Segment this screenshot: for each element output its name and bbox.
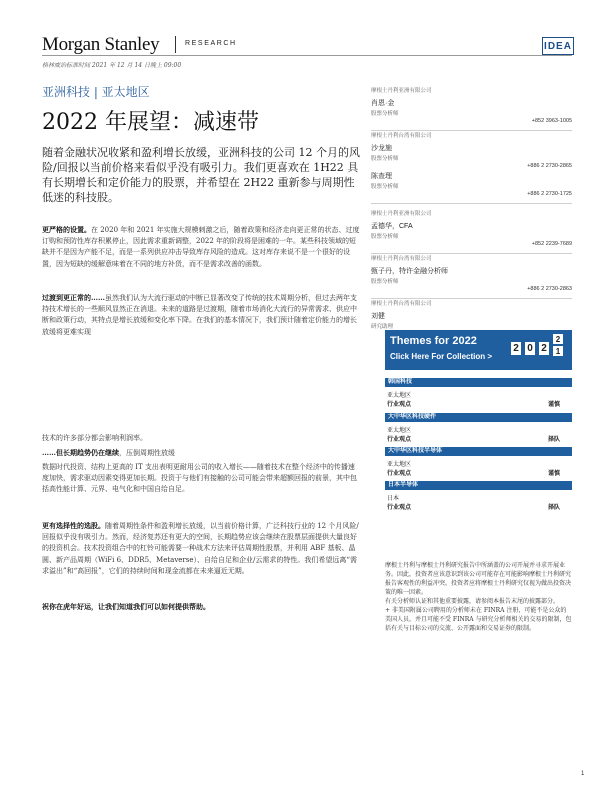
analyst-phone: +886 2 2730-1725 bbox=[527, 191, 572, 197]
industry-region: 日本 bbox=[387, 496, 400, 502]
year-tile: 0 bbox=[525, 342, 535, 355]
industry-view-row bbox=[385, 468, 572, 477]
paragraph-stock-picking bbox=[42, 520, 360, 577]
industry-view-value: 择队 bbox=[547, 505, 560, 511]
analyst-divider bbox=[371, 203, 572, 204]
analyst-company: 摩根士丹利台湾有限公司 bbox=[371, 256, 432, 262]
industry-header: 韩国科技 bbox=[385, 378, 572, 387]
analyst-phone: +886 2 2730-2865 bbox=[527, 163, 572, 169]
industry-view-row bbox=[385, 399, 572, 408]
industry-view-row bbox=[385, 434, 572, 443]
industry-view-label: 行业观点 bbox=[387, 505, 412, 511]
analyst-name[interactable]: 甄子丹，特许金融分析师 bbox=[371, 268, 448, 275]
analyst-role: 研究助理 bbox=[371, 324, 394, 330]
analyst-company: 摩根士丹利亚洲有限公司 bbox=[371, 88, 432, 94]
paragraph-heading: 更严格的设置。 bbox=[42, 225, 91, 234]
analyst-phone: +852 3963-1005 bbox=[531, 118, 572, 124]
paragraph-body: ，压倒周期性放缓 bbox=[119, 449, 175, 457]
year-tile: 2 bbox=[511, 342, 521, 355]
closing-text: 祝你在虎年好运，让我们知道我们可以如何提供帮助。 bbox=[42, 602, 210, 611]
paragraph-transition bbox=[42, 292, 360, 338]
disclosure-block bbox=[385, 561, 572, 633]
page-number: 1 bbox=[581, 771, 585, 777]
idea-badge: IDEA bbox=[542, 37, 574, 55]
paragraph-heading: 过渡到更正常的…… bbox=[42, 293, 105, 302]
paragraph-margins: 技术的许多部分都会影响利润率。 bbox=[42, 434, 147, 442]
banner-title: Themes for 2022 bbox=[390, 335, 477, 347]
industry-header: 大中华区科技半导体 bbox=[385, 447, 572, 456]
paragraph-heading: ……但长期趋势仍在继续 bbox=[42, 448, 119, 457]
analyst-block bbox=[371, 131, 572, 169]
industry-view-value: 择队 bbox=[547, 437, 560, 443]
paragraph-setup bbox=[42, 224, 360, 270]
analyst-name[interactable]: 刘健 bbox=[371, 313, 385, 320]
analyst-name[interactable]: 孟德华，CFA bbox=[371, 223, 413, 230]
analyst-phone: +886 2 2730-2863 bbox=[527, 286, 572, 292]
industry-view-value: 谨慎 bbox=[547, 402, 560, 408]
analyst-company: 摩根士丹利台湾有限公司 bbox=[371, 301, 432, 307]
section-label: 亚洲科技 | 亚太地区 bbox=[42, 85, 150, 99]
paragraph-body: 虽然我们认为大流行驱动的中断已显著改变了传统的技术周期分析，但过去两年支持技术增长的一些顺风显然正在消退。未来的道路是过渡期，随着市场消化大流行的异常需求、供应中断和政策行动，其特点是增长放缓和变化率下降。在我们的基本情况下，我们预计随着定价能力的增长放缓将更难实现 bbox=[42, 294, 357, 336]
paragraph-heading: 更有选择性的选股。 bbox=[42, 521, 105, 530]
paragraph-body: 随着周期性条件和盈利增长放缓，以当前价格计算，广泛科技行业的 12 个月风险/回报似乎没有吸引力。然而，经济复苏还有更大的空间，长期趋势应该会继续在股票层面提供大量良好的投资机会。技术投资组合中的杠铃可能需要一种战术方法来评估周期性股票，并利用 ABF 基板、晶圆、新产品周期（WiFi 6、DDR5、Metaverse）、自给自足和企业/云需求的特性。我们希望远离“需求溢出”和“高回报”，它们的持续时间和现金流都在未来逼近无期。 bbox=[42, 522, 359, 575]
analyst-role: 股票分析师 bbox=[371, 234, 399, 240]
analyst-name[interactable]: 沙龙施 bbox=[371, 145, 392, 152]
publish-date: 格林威治标准时间 2021 年 12 月 14 日晚上 09:00 bbox=[42, 62, 182, 69]
analyst-block bbox=[371, 209, 572, 254]
paragraph-closing bbox=[42, 601, 360, 613]
header-rule bbox=[42, 55, 572, 56]
analyst-block bbox=[371, 254, 572, 299]
page-title: 2022 年展望：减速带 bbox=[42, 110, 259, 135]
analyst-block bbox=[371, 167, 572, 204]
analyst-phone: +852 2239-7689 bbox=[531, 241, 572, 247]
analyst-block bbox=[371, 86, 572, 131]
industry-view-row bbox=[385, 502, 572, 511]
year-tile: 2 bbox=[553, 334, 563, 344]
analyst-role: 股票分析师 bbox=[371, 279, 399, 285]
industry-header: 大中华区科技硬件 bbox=[385, 413, 572, 422]
industry-region: 亚太地区 bbox=[387, 462, 412, 468]
industry-region: 亚太地区 bbox=[387, 393, 412, 399]
analyst-name[interactable]: 肖恩·金 bbox=[371, 100, 395, 107]
analyst-name[interactable]: 陈查理 bbox=[371, 173, 392, 180]
analyst-role: 股票分析师 bbox=[371, 111, 399, 117]
industry-view-label: 行业观点 bbox=[387, 437, 412, 443]
analyst-company: 摩根士丹利台湾有限公司 bbox=[371, 133, 432, 139]
industry-region: 亚太地区 bbox=[387, 428, 412, 434]
logo-divider bbox=[175, 36, 176, 53]
industry-view-value: 谨慎 bbox=[547, 471, 560, 477]
paragraph-longterm bbox=[42, 447, 360, 459]
paragraph-body: 在 2020 年和 2021 年实施大规模刺激之后，随着政策和经济走向更正常的状态、过度订购和预防性库存积累停止，因此需求重新调整，2022 年的阶段将是困难的一年。某些科技领域的短缺并不是因为产能不足，而是一系列供应冲击导致库存风险的造成。这对库存来说不是一个很好的设置，因为短缺的缓解意味着在不同的地方补货，而不是需求改善的函数。 bbox=[42, 226, 360, 268]
analyst-company: 摩根士丹利亚洲有限公司 bbox=[371, 211, 432, 217]
industry-view-label: 行业观点 bbox=[387, 471, 412, 477]
year-tile: 1 bbox=[553, 346, 563, 356]
themes-banner-link[interactable] bbox=[385, 330, 572, 370]
analyst-role: 股票分析师 bbox=[371, 184, 399, 190]
disclosure-finra: + 非美国附属公司聘用的分析师未在 FINRA 注册，可能不是公众的美国人员，并且可能不受 FINRA 与研究分析师相关的交易的限制，包括有关与目标公司的交流、公开露面和交易证券的限制。 bbox=[385, 607, 572, 632]
paragraph-data-era: 数据时代投资、结构上更高的 IT 支出表明更耐用公司的收入增长——随着技术在整个经济中的传播速度加快，需求驱动因素变得更加长期。投资于与他们有接触的公司可能会带来超额回报的前景，其中包括高性能计算、元界、电气化和中国自给自足。 bbox=[42, 463, 357, 494]
brand-logo: Morgan Stanley bbox=[42, 34, 160, 55]
year-tile: 2 bbox=[539, 342, 549, 355]
division-label: RESEARCH bbox=[185, 40, 237, 47]
industry-header: 日本半导体 bbox=[385, 481, 572, 490]
analyst-role: 股票分析师 bbox=[371, 156, 399, 162]
industry-view-label: 行业观点 bbox=[387, 402, 412, 408]
disclosure-reference: 有关分析师认证和其他重要披露，请参阅本报告末尾的披露部分。 bbox=[385, 598, 560, 605]
disclosure-conflict: 摩根士丹利与摩根士丹利研究报告中所涵盖的公司开展并寻求开展业务。因此，投资者应该意识到该公司可能存在可能影响摩根士丹利研究报告客观性的利益冲突。投资者应将摩根士丹利研究仅视为做出投资决策的唯一因素。 bbox=[385, 562, 572, 596]
banner-cta: Click Here For Collection > bbox=[390, 352, 493, 361]
lead-paragraph: 随着金融状况收紧和盈利增长放缓，亚洲科技的公司 12 个月的风险/回报以当前价格来看似乎没有吸引力。我们更喜欢在 1H22 具有长期增长和定价能力的股票，并希望在 2H22 重新参与周期性低迷的科技股。 bbox=[42, 146, 360, 204]
